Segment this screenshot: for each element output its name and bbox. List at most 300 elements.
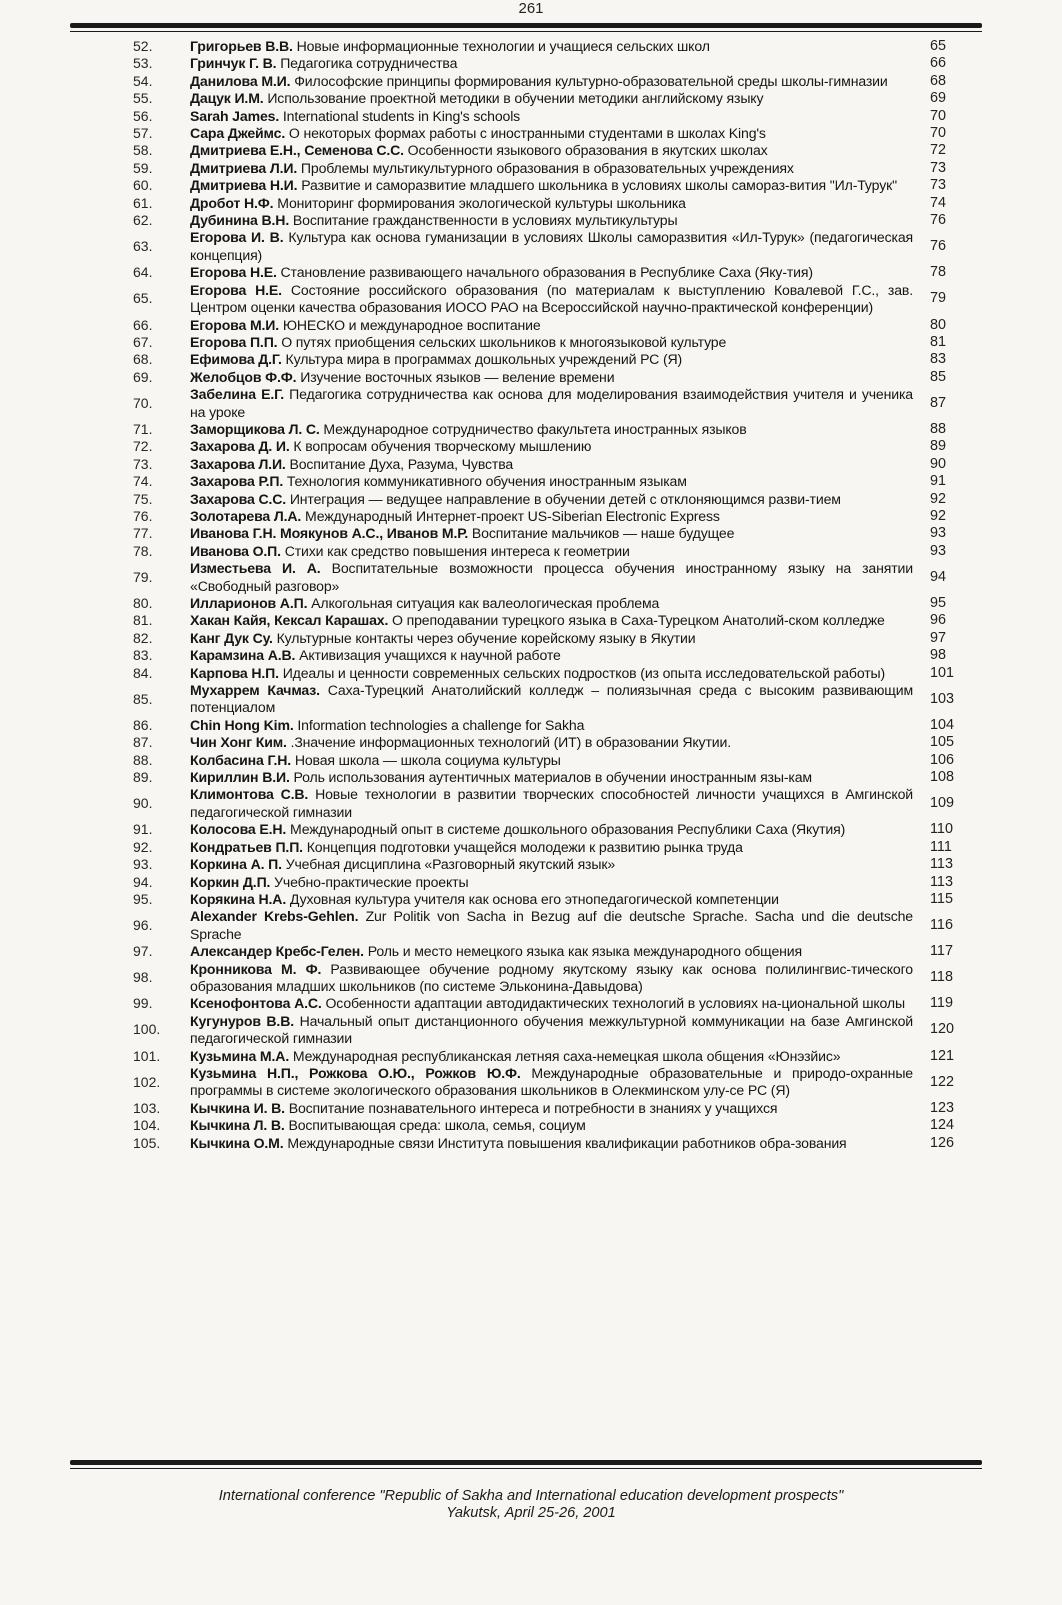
entry-author: Захарова Л.И.: [190, 455, 286, 472]
entry-text: [190, 473, 913, 490]
entry-title: Особенности языкового образования в якутских школах: [403, 142, 768, 159]
entry-number: 84.: [133, 664, 153, 681]
entry-page-number: 111: [930, 838, 952, 855]
entry-title: Концепция подготовки учащейся молодежи к развитию рынка труда: [302, 838, 743, 855]
entry-text: [190, 612, 913, 629]
toc-entry: [0, 421, 1062, 438]
toc-entry: [0, 264, 1062, 281]
entry-number: 52.: [133, 38, 153, 54]
entry-title: Начальный опыт дистанционного обучения межкультурной коммуникации на базе Амгинской педагогической гимназии: [190, 1012, 913, 1047]
entry-author: Канг Дук Су.: [190, 629, 273, 646]
entry-author: Захарова Д. И.: [190, 438, 290, 455]
entry-number: 97.: [133, 943, 153, 960]
entry-author: Григорьев В.В.: [190, 38, 293, 54]
toc-entry: [0, 995, 1062, 1012]
entry-number: 104.: [133, 1117, 161, 1134]
entry-page-number: 85: [930, 368, 947, 385]
entry-number: 96.: [133, 917, 153, 934]
entry-number: 99.: [133, 995, 153, 1012]
entry-author: Хакан Кайя, Кексал Карашах.: [190, 612, 389, 629]
entry-title: Духовная культура учителя как основа его этнопедагогической компетенции: [286, 890, 779, 907]
entry-page-number: 115: [930, 890, 953, 907]
entry-author: Коркина А. П.: [190, 856, 282, 873]
toc-entry: [0, 125, 1062, 142]
entry-author: Егорова Н.Е.: [190, 264, 277, 281]
entry-text: [190, 160, 913, 177]
entry-number: 102.: [133, 1073, 161, 1090]
entry-author: Кычкина Л. В.: [190, 1117, 285, 1134]
entry-author: Изместьева И. А.: [190, 560, 321, 577]
entry-author: Кузьмина М.А.: [190, 1047, 290, 1064]
entry-author: Егорова М.И.: [190, 316, 280, 333]
footer-rule-thick: [70, 1460, 982, 1465]
entry-text: [190, 734, 913, 751]
entry-page-number: 97: [930, 629, 947, 646]
entry-page-number: 116: [930, 917, 953, 934]
entry-author: Кондратьев П.П.: [190, 838, 303, 855]
entry-text: [190, 891, 913, 908]
entry-text: [190, 386, 913, 421]
entry-author: Егорова П.П.: [190, 333, 278, 350]
entry-text: [190, 264, 913, 281]
entry-number: 58.: [133, 142, 153, 159]
entry-page-number: 104: [930, 716, 955, 733]
entry-number: 93.: [133, 856, 153, 873]
entry-author: Карпова Н.П.: [190, 664, 279, 681]
entry-title: Развивающее обучение родному якутскому языку как основа полилингвис-тического образования младших школьников (по системе Эльконина-Давыдова): [190, 960, 913, 994]
entry-number: 56.: [133, 107, 153, 124]
toc-entry: [0, 560, 1062, 595]
entry-text: [190, 456, 913, 473]
entry-title: О преподавании турецкого языка в Саха-Турецком Анатолий-ском колледже: [388, 612, 885, 629]
toc-entry: [0, 38, 1062, 55]
entry-page-number: 74: [930, 194, 947, 211]
entry-page-number: 93: [930, 525, 947, 542]
entry-number: 88.: [133, 751, 153, 768]
entry-title: International students in King's schools: [279, 107, 521, 124]
entry-title: Развитие и саморазвитие младшего школьника в условиях школы самораз-вития "Ил-Турук": [297, 177, 897, 194]
entry-author: Дмитриева Н.И.: [190, 177, 298, 194]
entry-text: [190, 874, 913, 891]
entry-number: 68.: [133, 351, 153, 368]
entry-author: Заморщикова Л. С.: [190, 420, 320, 437]
entry-title: Роль и место немецкого языка как языка международного общения: [363, 943, 802, 960]
entry-page-number: 122: [930, 1073, 955, 1090]
entry-title: К вопросам обучения творческому мышлению: [289, 438, 592, 455]
entry-number: 87.: [133, 734, 153, 751]
entry-title: Педагогика сотрудничества: [276, 55, 458, 72]
entry-author: Ефимова Д.Г.: [190, 351, 282, 368]
entry-author: Кириллин В.И.: [190, 769, 290, 786]
entry-number: 86.: [133, 716, 153, 733]
toc-entry: [0, 630, 1062, 647]
toc-entry: [0, 229, 1062, 264]
entry-title: Международный опыт в системе дошкольного образования Республики Саха (Якутия): [286, 821, 846, 838]
entry-title: .Значение информационных технологий (ИТ) в образовании Якутии.: [286, 734, 731, 751]
toc-entry: [0, 456, 1062, 473]
entry-number: 81.: [133, 612, 153, 629]
entry-page-number: 95: [930, 595, 947, 611]
entry-title: Стихи как средство повышения интереса к геометрии: [280, 542, 630, 559]
entry-page-number: 98: [930, 647, 947, 664]
entry-text: [190, 142, 913, 159]
entry-author: Климонтова С.В.: [190, 786, 309, 803]
toc-entry: [0, 961, 1062, 996]
entry-title: Становление развивающего начального образования в Республике Саха (Яку-тия): [276, 264, 813, 281]
entry-title: Учебно-практические проекты: [270, 873, 469, 890]
toc-entry: [0, 839, 1062, 856]
entry-title: О путях приобщения сельских школьников к многоязыковой культуре: [277, 333, 727, 350]
entry-author: Дмитриева Е.Н., Семенова С.С.: [190, 142, 404, 159]
entry-number: 98.: [133, 969, 153, 986]
entry-page-number: 93: [930, 542, 947, 559]
entry-number: 66.: [133, 316, 153, 333]
entry-page-number: 65: [930, 38, 947, 54]
toc-entry: [0, 73, 1062, 90]
entry-text: [190, 438, 913, 455]
entry-text: [190, 108, 913, 125]
entry-author: Золотарева Л.А.: [190, 507, 302, 524]
toc-entry: [0, 943, 1062, 960]
toc-entry: [0, 351, 1062, 368]
entry-page-number: 117: [930, 943, 953, 960]
entry-number: 85.: [133, 690, 153, 707]
entry-page-number: 118: [930, 969, 953, 986]
entry-title: Воспитание Духа, Разума, Чувства: [285, 455, 514, 472]
entry-text: [190, 125, 913, 142]
entry-title: Международная республиканская летняя саха-немецкая школа общения «Юнэзйис»: [289, 1047, 841, 1064]
toc-entry: [0, 212, 1062, 229]
entry-number: 75.: [133, 490, 153, 507]
entry-page-number: 76: [930, 238, 947, 255]
entry-number: 67.: [133, 333, 153, 350]
entry-title: Культурные контакты через обучение корейскому языку в Якутии: [272, 629, 696, 646]
entry-page-number: 113: [930, 873, 953, 890]
toc-entry: [0, 491, 1062, 508]
entry-title: Использование проектной методики в обучении методики английскому языку: [263, 90, 764, 107]
page-number: 261: [518, 0, 544, 17]
entry-text: [190, 908, 913, 943]
entry-number: 53.: [133, 55, 153, 72]
entry-title: Международное сотрудничество факультета иностранных языков: [319, 420, 747, 437]
entry-author: Кычкина О.М.: [190, 1134, 284, 1151]
toc-entry: [0, 438, 1062, 455]
entry-title: Интеграция — ведущее направление в обучении детей с отклоняющимся разви-тием: [286, 490, 841, 507]
header-rule-thick: [70, 23, 982, 28]
entry-number: 100.: [133, 1021, 161, 1038]
toc-entry: [0, 908, 1062, 943]
entry-number: 71.: [133, 420, 153, 437]
entry-author: Ксенофонтова А.С.: [190, 995, 322, 1012]
entry-number: 63.: [133, 238, 153, 255]
entry-page-number: 89: [930, 438, 947, 455]
entry-text: [190, 647, 913, 664]
entry-author: Дубинина В.Н.: [190, 212, 290, 229]
entry-text: [190, 421, 913, 438]
entry-page-number: 81: [930, 333, 947, 350]
entry-number: 69.: [133, 368, 153, 385]
entry-author: Кугунуров В.В.: [190, 1012, 294, 1029]
entry-author: Александер Кребс-Гелен.: [190, 943, 364, 960]
entry-number: 79.: [133, 568, 153, 585]
entry-text: [190, 195, 913, 212]
toc-entry: [0, 874, 1062, 891]
entry-number: 91.: [133, 821, 153, 838]
entry-page-number: 96: [930, 612, 947, 629]
entry-page-number: 69: [930, 90, 947, 107]
entry-number: 72.: [133, 438, 153, 455]
entry-text: [190, 317, 913, 334]
entry-title: Учебная дисциплина «Разговорный якутский язык»: [281, 856, 616, 873]
entry-number: 76.: [133, 507, 153, 524]
entry-title: О некоторых формах работы с иностранными студентами в школах King's: [285, 125, 766, 142]
entry-page-number: 80: [930, 316, 947, 333]
entry-number: 90.: [133, 795, 153, 812]
entry-number: 54.: [133, 72, 153, 89]
entry-text: [190, 543, 913, 560]
toc-entry: [0, 90, 1062, 107]
entry-title: Воспитывающая среда: школа, семья, социум: [284, 1117, 586, 1134]
entry-number: 61.: [133, 194, 153, 211]
entry-page-number: 79: [930, 290, 947, 307]
entry-page-number: 101: [930, 664, 955, 681]
toc-entry: [0, 369, 1062, 386]
entry-number: 89.: [133, 769, 153, 786]
toc-entry: [0, 317, 1062, 334]
entry-author: Дробот Н.Ф.: [190, 194, 274, 211]
entry-number: 64.: [133, 264, 153, 281]
entry-author: Мухаррем Качмаз.: [190, 682, 320, 699]
entry-page-number: 88: [930, 420, 947, 437]
entry-title: Новые технологии в развитии творческих способностей личности учащихся в Амгинской педагогической гимназии: [190, 786, 913, 820]
entry-text: [190, 1013, 913, 1048]
entry-text: [190, 1065, 913, 1100]
entry-text: [190, 961, 913, 996]
entry-page-number: 113: [930, 856, 953, 873]
entry-text: [190, 839, 913, 856]
entry-title: Мониторинг формирования экологической культуры школьника: [273, 194, 686, 211]
entry-text: [190, 38, 913, 55]
entry-author: Коркин Д.П.: [190, 873, 271, 890]
entry-title: Международные связи Института повышения квалификации работников обра-зования: [283, 1134, 847, 1151]
entry-title: Роль использования аутентичных материалов в обучении иностранным язы-кам: [289, 769, 812, 786]
entry-page-number: 87: [930, 394, 947, 411]
entry-author: Корякина Н.А.: [190, 890, 287, 907]
entry-number: 83.: [133, 647, 153, 664]
entry-author: Захарова Р.П.: [190, 473, 284, 490]
entry-number: 80.: [133, 595, 153, 611]
entry-author: Забелина Е.Г.: [190, 386, 284, 403]
entry-page-number: 68: [930, 72, 947, 89]
toc-entry: [0, 543, 1062, 560]
toc-entry: [0, 612, 1062, 629]
entry-page-number: 106: [930, 751, 955, 768]
entry-page-number: 90: [930, 455, 947, 472]
entry-author: Данилова М.И.: [190, 72, 291, 89]
entry-number: 105.: [133, 1134, 161, 1151]
toc-entry: [0, 160, 1062, 177]
entry-author: Кычкина И. В.: [190, 1099, 285, 1116]
toc-entry: [0, 752, 1062, 769]
entry-page-number: 109: [930, 795, 955, 812]
entry-text: [190, 769, 913, 786]
toc-entry: [0, 508, 1062, 525]
entry-author: Дмитриева Л.И.: [190, 159, 298, 176]
entry-title: Особенности адаптации автодидактических технологий в условиях на-циональной школы: [321, 995, 905, 1012]
table-of-contents: [0, 38, 1062, 1152]
entry-title: Международные образовательные и природо-охранные программы в системе экологического образования школьников в Олекминском улу-се РС (Я): [190, 1064, 913, 1099]
entry-number: 70.: [133, 394, 153, 411]
entry-author: Колосова Е.Н.: [190, 821, 287, 838]
entry-page-number: 78: [930, 264, 947, 281]
entry-text: [190, 682, 913, 717]
toc-entry: [0, 386, 1062, 421]
conference-footer: [0, 1488, 1062, 1522]
entry-text: [190, 1048, 913, 1065]
toc-entry: [0, 108, 1062, 125]
entry-title: Состояние российского образования (по материалам к выступлению Ковалевой Г.С., зав. Центром оценки качества образования ИОСО РАО на Всероссийской научно-практической конференции): [190, 281, 913, 316]
entry-title: Information technologies a challenge for Sakha: [293, 716, 585, 733]
toc-entry: [0, 682, 1062, 717]
entry-number: 78.: [133, 542, 153, 559]
entry-text: [190, 525, 913, 542]
toc-entry: [0, 769, 1062, 786]
entry-page-number: 108: [930, 769, 955, 786]
entry-text: [190, 595, 913, 612]
entry-number: 57.: [133, 125, 153, 142]
entry-page-number: 121: [930, 1047, 955, 1064]
entry-author: Желобцов Ф.Ф.: [190, 368, 297, 385]
entry-title: Культура как основа гуманизации в условиях Школы саморазвития «Ил-Турук» (педагогическая концепция): [190, 229, 914, 263]
toc-entry: [0, 1100, 1062, 1117]
entry-number: 60.: [133, 177, 153, 194]
entry-author: Чин Хонг Ким.: [190, 734, 287, 751]
entry-title: Воспитание мальчиков — наше будущее: [468, 525, 735, 542]
entry-title: Воспитание гражданственности в условиях мультикультуры: [289, 212, 678, 229]
entry-author: Кронникова М. Ф.: [190, 960, 322, 977]
entry-author: Дацук И.М.: [190, 90, 264, 107]
entry-text: [190, 229, 913, 264]
entry-title: ЮНЕСКО и международное воспитание: [279, 316, 541, 333]
entry-author: Захарова С.С.: [190, 490, 287, 507]
entry-author: Сара Джеймс.: [190, 125, 286, 142]
toc-entry: [0, 786, 1062, 821]
toc-entry: [0, 473, 1062, 490]
entry-title: Педагогика сотрудничества как основа для моделирования взаимодействия учителя и ученика на уроке: [190, 386, 913, 420]
toc-entry: [0, 821, 1062, 838]
entry-number: 55.: [133, 90, 153, 107]
toc-entry: [0, 1135, 1062, 1152]
entry-page-number: 73: [930, 177, 947, 194]
entry-title: Проблемы мультикультурного образования в образовательных учреждениях: [297, 159, 794, 176]
entry-author: Кузьмина Н.П., Рожкова О.Ю., Рожков Ю.Ф.: [190, 1064, 521, 1081]
entry-text: [190, 508, 913, 525]
entry-page-number: 66: [930, 55, 947, 72]
entry-author: Карамзина А.В.: [190, 647, 296, 664]
entry-page-number: 73: [930, 159, 947, 176]
entry-number: 59.: [133, 159, 153, 176]
entry-title: Философские принципы формирования культурно-образовательной среды школы-гимназии: [290, 72, 888, 89]
toc-entry: [0, 177, 1062, 194]
entry-page-number: 83: [930, 351, 947, 368]
entry-author: Chin Hong Kim.: [190, 716, 294, 733]
entry-text: [190, 177, 913, 194]
entry-title: Новые информационные технологии и учащиеся сельских школ: [292, 38, 710, 54]
entry-title: Новая школа — школа социума культуры: [291, 751, 561, 768]
entry-author: Sarah James.: [190, 107, 280, 124]
entry-text: [190, 351, 913, 368]
toc-entry: [0, 1065, 1062, 1100]
entry-page-number: 105: [930, 734, 955, 751]
entry-title: Международный Интернет-проект US-Siberian Electronic Express: [301, 507, 720, 524]
entry-title: Активизация учащихся к научной работе: [295, 647, 561, 664]
entry-text: [190, 55, 913, 72]
toc-entry: [0, 282, 1062, 317]
toc-entry: [0, 195, 1062, 212]
toc-entry: [0, 665, 1062, 682]
entry-text: [190, 90, 913, 107]
entry-text: [190, 334, 913, 351]
footer-location-date: Yakutsk, April 25-26, 2001: [446, 1505, 616, 1521]
entry-page-number: 124: [930, 1117, 955, 1134]
header-rule-thin: [70, 31, 982, 32]
toc-entry: [0, 142, 1062, 159]
entry-author: Егорова Н.Е.: [190, 281, 282, 298]
entry-title: Zur Politik von Sacha in Bezug auf die deutsche Sprache. Sacha und die deutsche Sprache: [190, 908, 913, 942]
entry-number: 77.: [133, 525, 153, 542]
entry-number: 95.: [133, 890, 153, 907]
entry-title: Культура мира в программах дошкольных учреждений РС (Я): [281, 351, 683, 368]
entry-number: 101.: [133, 1047, 161, 1064]
entry-text: [190, 212, 913, 229]
footer-conference-title: International conference "Republic of Sakha and International education development prospects": [218, 1488, 844, 1504]
entry-title: Воспитательные возможности процесса обучения иностранному языку на занятии «Свободный разговор»: [190, 560, 913, 594]
entry-number: 94.: [133, 873, 153, 890]
entry-text: [190, 491, 913, 508]
toc-entry: [0, 1048, 1062, 1065]
entry-author: Колбасина Г.Н.: [190, 751, 292, 768]
entry-text: [190, 560, 913, 595]
toc-entry: [0, 647, 1062, 664]
entry-number: 92.: [133, 838, 153, 855]
entry-author: Илларионов А.П.: [190, 595, 308, 611]
entry-page-number: 126: [930, 1134, 955, 1151]
entry-number: 62.: [133, 212, 153, 229]
entry-page-number: 92: [930, 507, 947, 524]
entry-number: 73.: [133, 455, 153, 472]
toc-entry: [0, 856, 1062, 873]
entry-page-number: 120: [930, 1021, 955, 1038]
entry-text: [190, 630, 913, 647]
entry-number: 65.: [133, 290, 153, 307]
entry-title: Изучение восточных языков — веление времени: [296, 368, 615, 385]
toc-entry: [0, 334, 1062, 351]
entry-author: Alexander Krebs-Gehlen.: [190, 908, 359, 925]
entry-text: [190, 821, 913, 838]
entry-number: 74.: [133, 473, 153, 490]
entry-page-number: 76: [930, 212, 947, 229]
entry-page-number: 91: [930, 473, 947, 490]
entry-text: [190, 752, 913, 769]
footer-rule-thin: [70, 1468, 982, 1469]
entry-text: [190, 282, 913, 317]
entry-page-number: 119: [930, 995, 953, 1012]
entry-author: Иванова Г.Н. Моякунов А.С., Иванов М.Р.: [190, 525, 469, 542]
toc-entry: [0, 1117, 1062, 1134]
toc-entry: [0, 1013, 1062, 1048]
entry-page-number: 123: [930, 1099, 955, 1116]
entry-text: [190, 786, 913, 821]
